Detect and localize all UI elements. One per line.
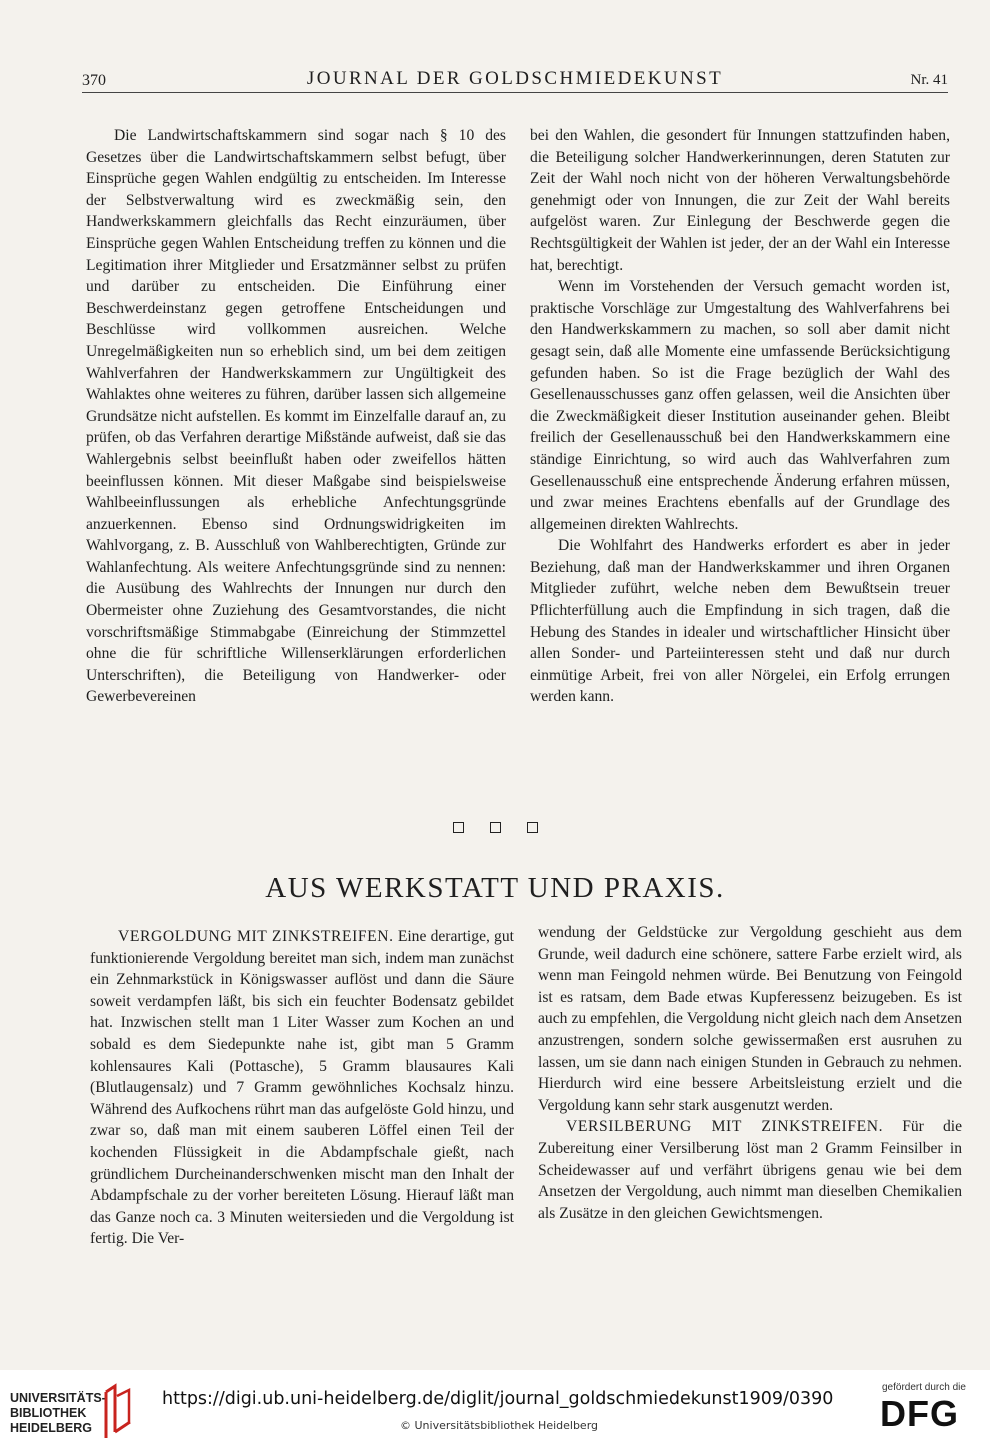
column-left-top — [86, 125, 506, 708]
square-ornament-icon — [453, 822, 464, 833]
page-number: 370 — [82, 72, 106, 89]
section-separator — [0, 820, 990, 838]
column-right-top — [530, 125, 950, 708]
dfg-logo[interactable]: DFG — [880, 1393, 959, 1434]
library-name: UNIVERSITÄTS- BIBLIOTHEK HEIDELBERG — [10, 1391, 106, 1435]
square-ornament-icon — [527, 822, 538, 833]
column-left-bottom — [90, 926, 514, 1250]
paragraph — [90, 926, 514, 1250]
funding-note: gefördert durch die — [882, 1382, 966, 1393]
square-ornament-icon — [490, 822, 501, 833]
article-heading: VERGOLDUNG MIT ZINKSTREIFEN. — [118, 928, 394, 945]
section-heading: AUS WERKSTATT UND PRAXIS. — [265, 872, 725, 904]
paragraph: Die Landwirtschaftskammern sind sogar nach § 10 des Gesetzes über die Landwirtschaftskammern selbst befugt, über Einsprüche gegen Wahlen endgültig zu entscheiden. Im Interesse der Selbstverwaltung wird es zweckmäßig sein, den Handwerkskammern gleichfalls das Recht einzuräumen, über Einsprüche gegen Wahlen Entscheidung treffen zu können und die Legitimation ihrer Mitglieder und Ersatzmänner selbst zu prüfen und darüber zu entscheiden. Die Einführung einer Beschwerdeinstanz gegen getroffene Entscheidungen und Beschlüsse wird vollkommen ausreichen. Welche Unregelmäßigkeiten nun so erheblich sind, um bei dem zeitigen Wahlverfahren der Handwerkskammern zur Ungültigkeit des Wahlaktes ohne weiteres zu führen, darüber lassen sich allgemeine Grundsätze nicht aufstellen. Es kommt im Einzelfalle darauf an, zu prüfen, ob das Verfahren derartige Mißstände aufweist, daß sie das Wahlergebnis selbst beeinflußt haben oder zweifellos hätten beeinflussen können. Mit dieser Maßgabe sind beispielsweise Wahlbeeinflussungen als erhebliche Anfechtungsgründe anzuerkennen. Ebenso sind Ordnungswidrigkeiten im Wahlvorgang, z. B. Ausschluß von Wahlberechtigten, Gründe zur Wahlanfechtung. Als weitere Anfechtungsgründe sind zu nennen: die Ausübung des Wahlrechts der Innungen nur durch den Obermeister ohne Zuziehung des Gesamtvorstandes, die nicht vorschriftsmäßige Stimmabgabe (Einreichung der Stimmzettel ohne die für schriftliche Willenserklärungen erforderlichen Unterschriften), die Beteiligung von Handwerker- oder Gewerbevereinen — [86, 127, 506, 706]
paragraph: bei den Wahlen, die gesondert für Innungen stattzufinden haben, die Beteiligung solcher Handwerkerinnungen, deren Statuten zur Zeit der Wahl noch nicht von der höheren Verwaltungsbehörde genehmigt oder von Innungen, die zur Zeit der Wahl bereits aufgelöst waren. Zur Einlegung der Beschwerde gegen die Rechtsgültigkeit der Wahlen ist jeder, der an der Wahl ein Interesse hat, berechtigt. — [530, 127, 950, 274]
column-right-bottom — [538, 922, 962, 1224]
library-logo[interactable] — [10, 1380, 170, 1440]
paragraph: Die Wohlfahrt des Handwerks erfordert es aber in jeder Beziehung, daß man der Handwerkskammer und ihren Organen Mitglieder zuführt, welche neben dem Bewußtsein treuer Pflichterfüllung auch die Empfindung in sich tragen, daß die Hebung des Standes in idealer und wirtschaftlicher Hinsicht über allen Sonder- und Parteiinteressen steht und daß nur durch einmütige Arbeit, frei von aller Nörgelei, ein Erfolg errungen werden kann. — [530, 537, 950, 706]
permalink-url[interactable]: https://digi.ub.uni-heidelberg.de/diglit/journal_goldschmiedekunst1909/0390 — [162, 1389, 834, 1409]
library-emblem-icon — [103, 1382, 133, 1440]
article-heading: VERSILBERUNG MIT ZINKSTREIFEN. — [566, 1118, 884, 1136]
paragraph — [538, 1116, 962, 1224]
issue-number: Nr. 41 — [910, 72, 948, 88]
article-text: Eine derartige, gut funktionierende Vergoldung bereitet man sich, indem man zunächst ein Zehnmarkstück in Königswasser auflöst und dann die Säure soweit verdampfen läßt, bis sich ein feuchter Bodensatz gebildet hat. Inzwischen stellt man 1 Liter Wasser zum Kochen an und sobald es dem Siedepunkte nahe ist, gibt man 5 Gramm kohlensaures Kali (Pottasche), 5 Gramm blausaures Kali (Blutlaugensalz) und 7 Gramm gewöhnliches Kochsalz hinzu. Während des Aufkochens rührt man das aufgelöste Gold hinzu, und zwar so, daß man mit einem sauberen Löffel einen Teil der kochenden Flüssigkeit in die Abdampfschale gießt, nach gründlichem Durcheinanderschwenken mischt man den Inhalt der Abdampfschale zu der vorher bereiteten Lösung. Hierauf läßt man das Ganze noch ca. 3 Minuten weitersieden und die Vergoldung ist fertig. Die Ver- — [90, 928, 514, 1248]
header-rule — [82, 92, 948, 93]
paragraph: wendung der Geldstücke zur Vergoldung geschieht aus dem Grunde, weil dadurch eine schönere, sattere Farbe erzielt wird, als wenn man Feingold nehmen würde. Bei Benutzung von Feingold ist es ratsam, dem Bade etwas Kupferessenz beizugeben. Es ist auch zu empfehlen, die Vergoldung nicht gleich nach dem Ansetzen anzustrengen, sondern solche gewissermaßen erst ausruhen zu lassen, um sie dann nach einigen Stunden in Gebrauch zu nehmen. Hierdurch wird eine bessere Arbeitsleistung erzielt und die Vergoldung kann sehr stark ausgenutzt werden. — [538, 924, 962, 1114]
article-text: Für die Zubereitung einer Versilberung löst man 2 Gramm Feinsilber in Scheidewasser auf und verfährt übrigens genau wie bei dem Ansetzen der Vergoldung, auch nimmt man dieselben Chemikalien als Zusätze in den gleichen Gewichtsmengen. — [538, 1118, 962, 1222]
copyright-notice: © Universitätsbibliothek Heidelberg — [400, 1419, 599, 1432]
paragraph: Wenn im Vorstehenden der Versuch gemacht worden ist, praktische Vorschläge zur Umgestaltung des Wahlverfahrens bei den Handwerkskammern zu machen, so soll aber damit nicht gesagt sein, daß alle Momente eine umfassende Berücksichtigung gefunden haben. So ist die Frage bezüglich der Wahl des Gesellenausschusses ganz offen gelassen, weil die Ansichten über die Zweckmäßigkeit dieser Institution auseinander gehen. Bleibt freilich der Gesellenausschuß bei den Handwerkskammern eine ständige Einrichtung, so wird auch das Wahlverfahren zum Gesellenausschuß eine entsprechende Änderung erfahren müssen, und zwar meines Erachtens ebenfalls auf der Grundlage des allgemeinen direkten Wahlrechts. — [530, 278, 950, 533]
viewer-footer — [0, 1370, 990, 1445]
journal-title: JOURNAL DER GOLDSCHMIEDEKUNST — [306, 68, 724, 89]
